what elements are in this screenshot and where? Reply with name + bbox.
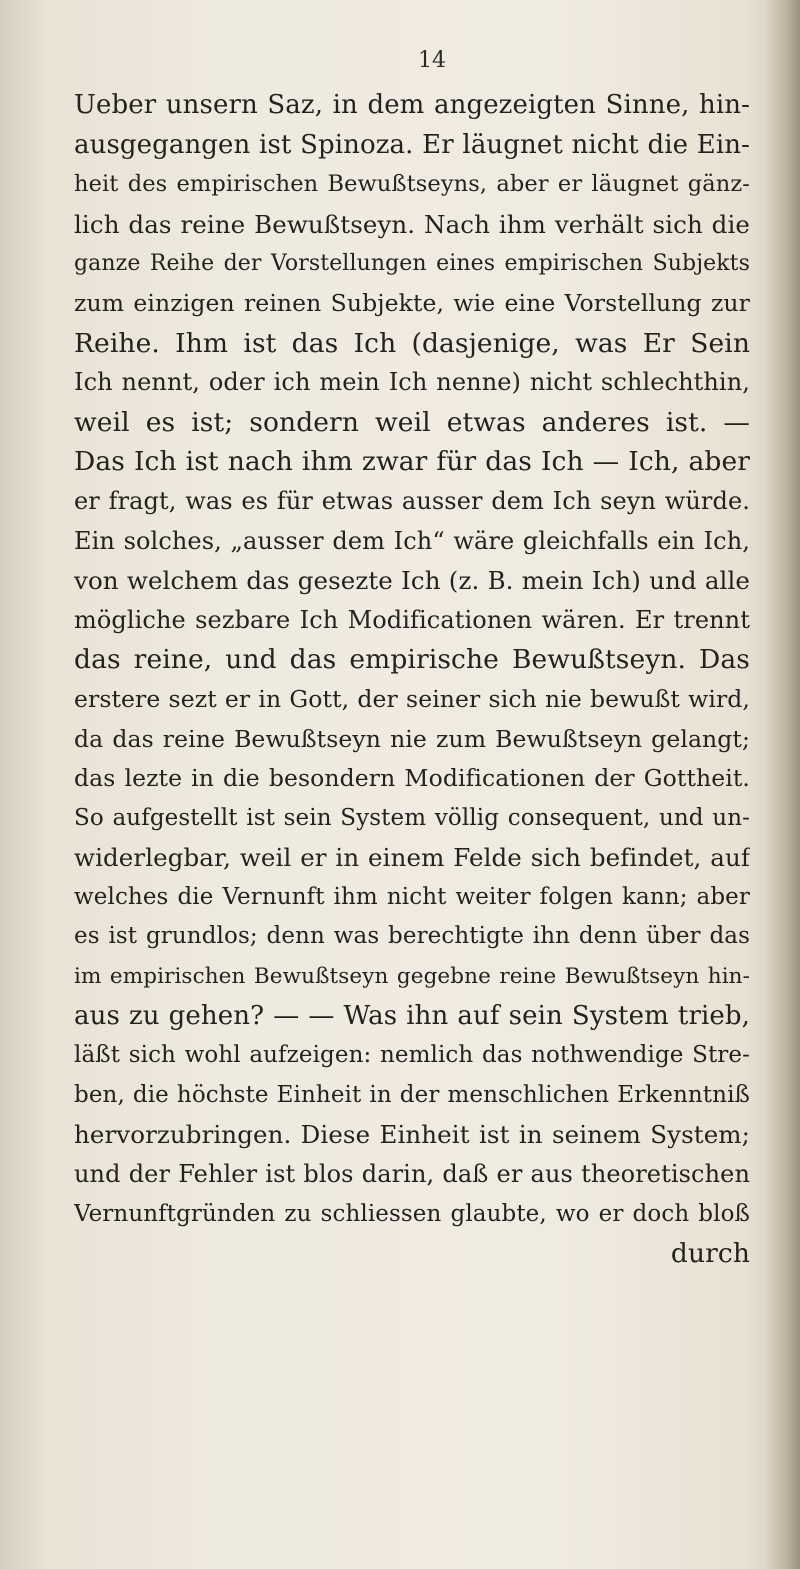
text-line: Ich nennt, oder ich mein Ich nenne) nicht schlechthin, — [74, 368, 750, 397]
text-line: Vernunftgründen zu schliessen glaubte, wo er doch bloß — [74, 1200, 750, 1227]
text-line: da das reine Bewußtseyn nie zum Bewußtseyn gelangt; — [74, 724, 750, 753]
text-line: im empirischen Bewußtseyn gegebne reine Bewußtseyn hin- — [74, 964, 750, 990]
text-line: hervorzubringen. Diese Einheit ist in seinem System; — [74, 1120, 750, 1150]
body-text — [74, 86, 750, 1274]
text-line: er fragt, was es für etwas ausser dem Ich seyn würde. — [74, 486, 750, 515]
text-line: heit des empirischen Bewußtseyns, aber er läugnet gänz- — [74, 171, 750, 198]
text-line: und der Fehler ist blos darin, daß er aus theoretischen — [74, 1160, 750, 1189]
text-line: ausgegangen ist Spinoza. Er läugnet nicht die Ein- — [74, 129, 750, 160]
text-line: widerlegbar, weil er in einem Felde sich befindet, auf — [74, 843, 750, 873]
text-line: ben, die höchste Einheit in der menschlichen Erkenntniß — [74, 1081, 750, 1108]
text-line: läßt sich wohl aufzeigen: nemlich das nothwendige Stre- — [74, 1042, 750, 1069]
page-edge-shadow — [766, 0, 800, 1569]
text-line: weil es ist; sondern weil etwas anderes ist. — — [74, 406, 750, 438]
text-line: zum einzigen reinen Subjekte, wie eine Vorstellung zur — [74, 288, 750, 317]
text-line: von welchem das gesezte Ich (z. B. mein Ich) und alle — [74, 566, 750, 596]
page-number: 14 — [418, 48, 446, 73]
text-line: es ist grundlos; denn was berechtigte ihn denn über das — [74, 923, 750, 950]
text-line: welches die Vernunft ihm nicht weiter folgen kann; aber — [74, 883, 750, 910]
text-line: aus zu gehen? — — Was ihn auf sein System trieb, — [74, 1000, 750, 1031]
text-line: das reine, und das empirische Bewußtseyn. Das — [74, 644, 750, 676]
catchword: durch — [670, 1238, 750, 1270]
text-line: So aufgestellt ist sein System völlig consequent, und un- — [74, 804, 750, 831]
text-line: erstere sezt er in Gott, der seiner sich nie bewußt wird, — [74, 684, 750, 713]
text-line: das lezte in die besondern Modificationen der Gottheit. — [74, 764, 750, 793]
text-line: lich das reine Bewußtseyn. Nach ihm verhält sich die — [74, 209, 750, 239]
text-line: Ein solches, „ausser dem Ich“ wäre gleichfalls ein Ich, — [74, 526, 750, 555]
text-line: Ueber unsern Saz, in dem angezeigten Sinne, hin- — [74, 90, 750, 120]
text-line: mögliche sezbare Ich Modificationen wären. Er trennt — [74, 605, 750, 634]
text-line: Das Ich ist nach ihm zwar für das Ich — Ich, aber — [74, 446, 750, 478]
text-line: ganze Reihe der Vorstellungen eines empirischen Subjekts — [74, 251, 750, 277]
text-line: Reihe. Ihm ist das Ich (dasjenige, was Er Sein — [74, 327, 750, 359]
